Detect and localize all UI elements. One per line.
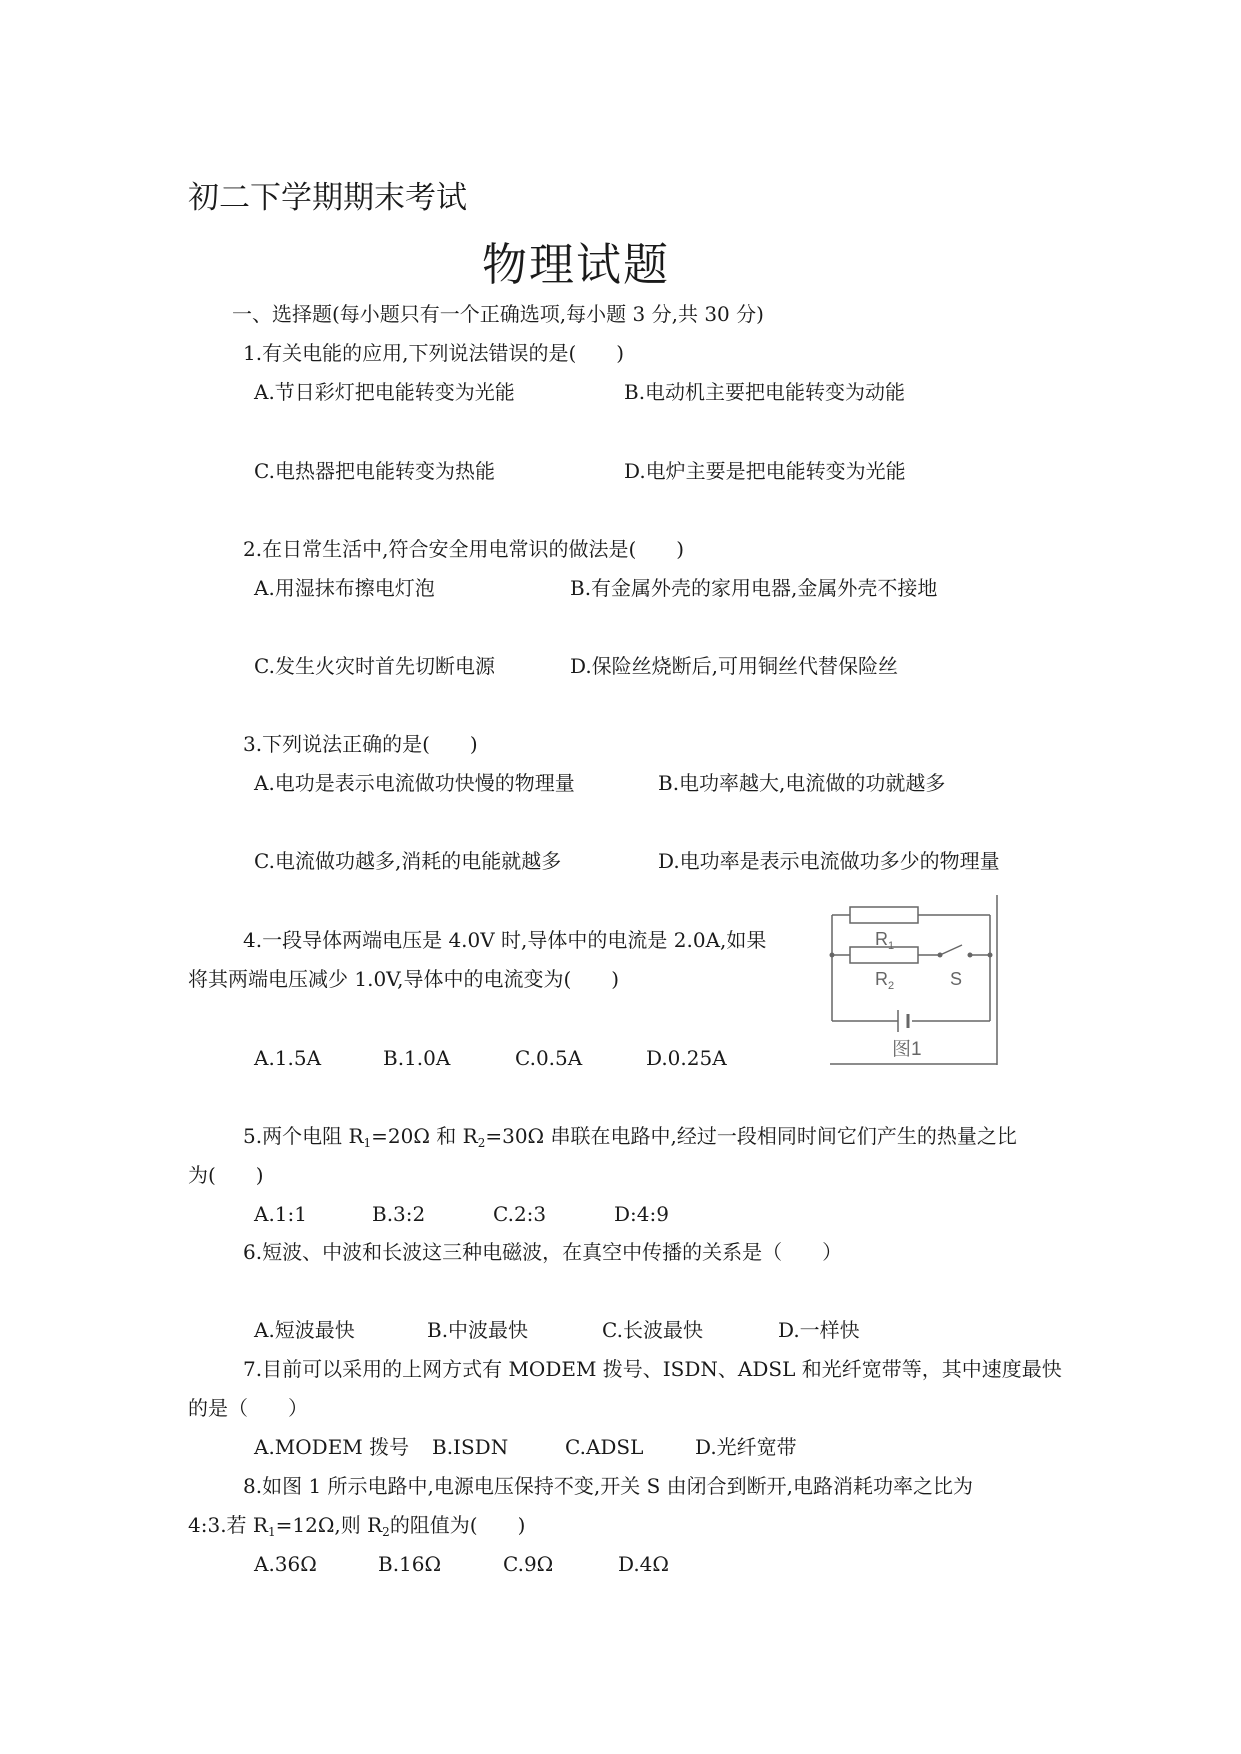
q7-option-d: D.光纤宽带	[695, 1435, 797, 1459]
q6-option-a: A.短波最快	[254, 1318, 355, 1342]
r1-resistor	[850, 907, 918, 923]
q5-option-d: D:4:9	[614, 1202, 669, 1226]
q3-option-c: C.电流做功越多,消耗的电能就越多	[254, 849, 562, 873]
q5-option-c: C.2:3	[493, 1202, 547, 1226]
q8-option-a: A.36Ω	[254, 1552, 317, 1576]
section-heading: 一、选择题(每小题只有一个正确选项,每小题 3 分,共 30 分)	[232, 302, 764, 326]
q5-option-a: A.1:1	[254, 1202, 307, 1226]
q3-stem: 3.下列说法正确的是( )	[243, 732, 478, 756]
q4-option-b: B.1.0A	[383, 1046, 451, 1070]
junction-dot-left	[830, 953, 835, 958]
q2-option-c: C.发生火灾时首先切断电源	[254, 654, 495, 678]
switch-blade	[940, 945, 962, 955]
q3-option-b: B.电功率越大,电流做的功就越多	[658, 771, 946, 795]
q1-stem: 1.有关电能的应用,下列说法错误的是( )	[243, 341, 625, 365]
q1-option-d: D.电炉主要是把电能转变为光能	[624, 459, 906, 483]
q1-option-c: C.电热器把电能转变为热能	[254, 459, 495, 483]
switch-label: S	[950, 969, 963, 989]
r2-resistor	[850, 947, 918, 963]
q6-option-b: B.中波最快	[427, 1318, 529, 1342]
q2-option-a: A.用湿抹布擦电灯泡	[254, 576, 435, 600]
q2-option-d: D.保险丝烧断后,可用铜丝代替保险丝	[570, 654, 899, 678]
q8-stem-line2: 4:3.若 $R_1=12\Omega$,则 $R_2$的阻值为( )	[188, 1513, 526, 1539]
q7-option-c: C.ADSL	[565, 1435, 644, 1459]
q8-option-b: B.16Ω	[378, 1552, 442, 1576]
q1-option-a: A.节日彩灯把电能转变为光能	[254, 380, 515, 404]
junction-dot-right	[988, 953, 993, 958]
q5-stem-line1: 5.两个电阻 $R_1=20\Omega$ 和 $R_2=30\Omega$ 串联在电路中,经过一段相同时间它们产生的热量之比	[243, 1124, 1017, 1150]
switch-contact-dot	[968, 953, 973, 958]
q6-option-d: D.一样快	[778, 1318, 860, 1342]
q7-option-a: A.MODEM 拨号	[254, 1435, 410, 1459]
q4-option-c: C.0.5A	[515, 1046, 583, 1070]
q2-stem: 2.在日常生活中,符合安全用电常识的做法是( )	[243, 537, 685, 561]
q6-option-c: C.长波最快	[602, 1318, 703, 1342]
q4-option-a: A.1.5A	[254, 1046, 322, 1070]
r2-label: $R_2$	[875, 969, 895, 992]
q8-option-c: C.9Ω	[503, 1552, 554, 1576]
switch-pivot-dot	[938, 953, 943, 958]
q1-option-b: B.电动机主要把电能转变为动能	[624, 380, 906, 404]
q4-option-d: D.0.25A	[646, 1046, 727, 1070]
figure-caption: 图1	[892, 1039, 922, 1060]
q7-stem-line1: 7.目前可以采用的上网方式有 MODEM 拨号、ISDN、ADSL 和光纤宽带等，其中速度最快	[243, 1357, 1062, 1381]
q7-stem-line2: 的是（ ）	[188, 1396, 308, 1420]
r1-label: $R_1$	[875, 929, 895, 952]
q5-option-b: B.3:2	[372, 1202, 426, 1226]
q8-option-d: D.4Ω	[618, 1552, 669, 1576]
exam-title: 初二下学期期末考试	[188, 180, 467, 216]
q8-stem-line1: 8.如图 1 所示电路中,电源电压保持不变,开关 S 由闭合到断开,电路消耗功率之比为	[243, 1474, 974, 1498]
q4-stem-line2: 将其两端电压减少 1.0V,导体中的电流变为( )	[188, 967, 620, 991]
q3-option-d: D.电功率是表示电流做功多少的物理量	[658, 849, 1000, 873]
q6-stem: 6.短波、中波和长波这三种电磁波，在真空中传播的关系是（ ）	[243, 1240, 843, 1264]
q5-stem-line2: 为( )	[188, 1163, 264, 1187]
q3-option-a: A.电功是表示电流做功快慢的物理量	[254, 771, 575, 795]
q2-option-b: B.有金属外壳的家用电器,金属外壳不接地	[570, 576, 938, 600]
q4-stem-line1: 4.一段导体两端电压是 4.0V 时,导体中的电流是 2.0A,如果	[243, 928, 767, 952]
circuit-diagram-figure1	[820, 895, 1000, 1070]
subject-title: 物理试题	[482, 238, 671, 291]
q7-option-b: B.ISDN	[432, 1435, 509, 1459]
